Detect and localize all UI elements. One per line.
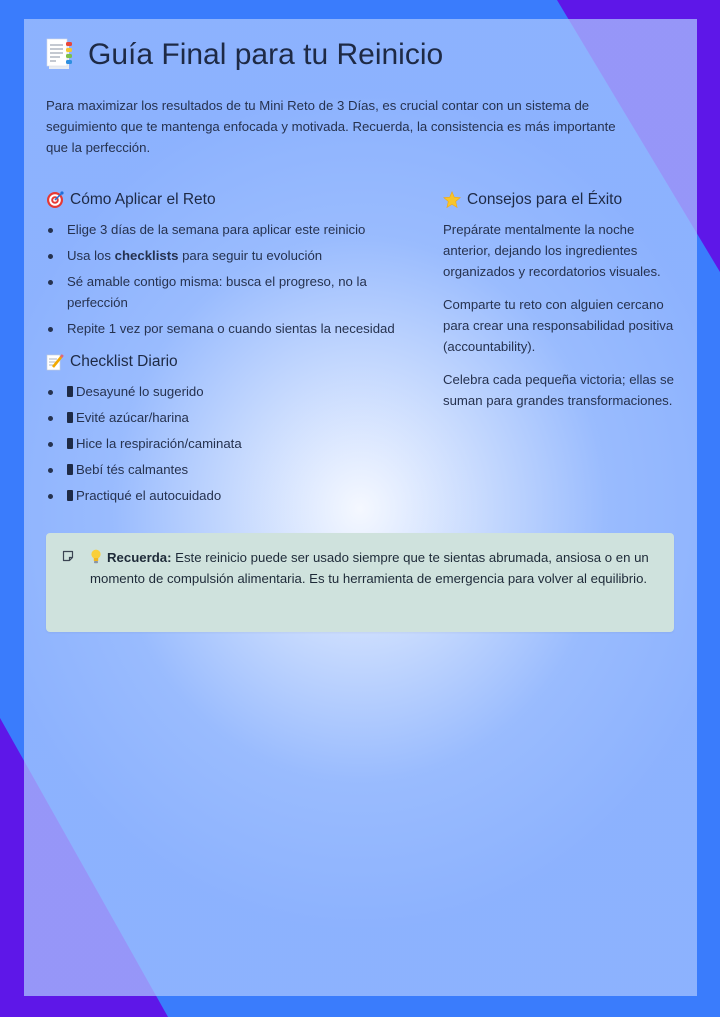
checklist-heading: Checklist Diario: [46, 351, 426, 373]
bookmark-tabs-document-icon: [46, 37, 76, 73]
star-icon: [443, 191, 461, 209]
tip-paragraph: Comparte tu reto con alguien cercano para crear una responsabilidad positiva (accountability).: [443, 297, 674, 354]
list-item: Sé amable contigo misma: busca el progreso, no la perfección: [46, 271, 426, 313]
right-column: [443, 189, 678, 423]
checkbox-icon[interactable]: [67, 438, 73, 449]
list-item: Elige 3 días de la semana para aplicar este reinicio: [46, 219, 426, 240]
how-to-heading: Cómo Aplicar el Reto: [46, 189, 426, 211]
checklist-list: [46, 381, 426, 506]
emphasis: checklists: [114, 248, 179, 263]
checklist-item[interactable]: Hice la respiración/caminata: [46, 433, 426, 454]
how-to-list: [46, 219, 426, 339]
note-label: Recuerda:: [107, 550, 172, 565]
tip-paragraph: Prepárate mentalmente la noche anterior, dejando los ingredientes organizados y recordatorios visuales.: [443, 222, 661, 279]
target-icon: [46, 191, 64, 209]
title-text: Guía Final para tu Reinicio: [88, 38, 444, 71]
note-text: Recuerda: Este reinicio puede ser usado siempre que te sientas abrumada, ansiosa o en un momento de compulsión alimentaria. Es tu herramienta de emergencia para volver al equilibrio.: [90, 550, 649, 586]
tips-heading: Consejos para el Éxito: [443, 189, 678, 211]
sticky-note-icon: [62, 550, 74, 562]
checklist-item[interactable]: Bebí tés calmantes: [46, 459, 426, 480]
checklist-item[interactable]: Desayuné lo sugerido: [46, 381, 426, 402]
intro-paragraph: Para maximizar los resultados de tu Mini Reto de 3 Días, es crucial contar con un sistema de seguimiento que te mantenga enfocada y motivada. Recuerda, la consistencia es más importante que la perfección.: [46, 98, 616, 155]
reminder-note: [46, 533, 674, 632]
memo-pencil-icon: [46, 353, 64, 371]
document-card: [24, 19, 697, 996]
checklist-item[interactable]: Practiqué el autocuidado: [46, 485, 426, 506]
tip-paragraph: Celebra cada pequeña victoria; ellas se suman para grandes transformaciones.: [443, 372, 674, 408]
checkbox-icon[interactable]: [67, 464, 73, 475]
checklist-item[interactable]: Evité azúcar/harina: [46, 407, 426, 428]
list-item: Usa los checklists para seguir tu evolución: [46, 245, 426, 266]
checkbox-icon[interactable]: [67, 386, 73, 397]
lightbulb-icon: [90, 549, 102, 564]
list-item: Repite 1 vez por semana o cuando sientas la necesidad: [46, 318, 426, 339]
checkbox-icon[interactable]: [67, 490, 73, 501]
page-title: [46, 37, 443, 73]
checkbox-icon[interactable]: [67, 412, 73, 423]
left-column: [46, 189, 426, 511]
